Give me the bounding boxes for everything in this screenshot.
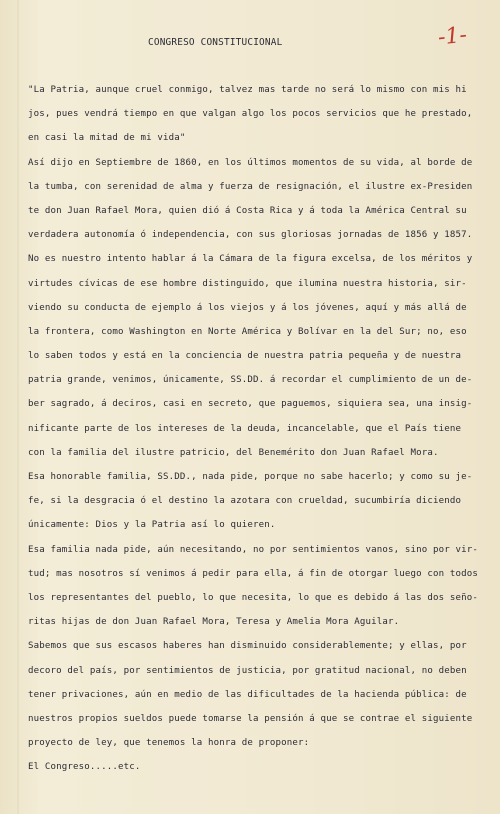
paragraph — [28, 755, 494, 779]
text-line: ber sagrado, á deciros, casi en secreto, que paguemos, siquiera sea, una insig- — [28, 399, 473, 410]
text-line: viendo su conducta de ejemplo á los viejos y á los jóvenes, aquí y más allá de — [28, 302, 467, 313]
page-number: -1- — [436, 22, 469, 51]
text-line: Sabemos que sus escasos haberes han disminuido considerablemente; y ellas, por — [28, 641, 467, 652]
text-line: ritas hijas de don Juan Rafael Mora, Teresa y Amelia Mora Aguilar. — [28, 617, 400, 628]
text-line: tud; mas nosotros sí venimos á pedir para ella, á fin de otorgar luego con todos — [28, 568, 478, 579]
text-line: jos, pues vendrá tiempo en que valgan algo los pocos servicios que he prestado, — [28, 109, 473, 120]
paragraph — [28, 78, 494, 151]
text-line: nificante parte de los intereses de la deuda, incancelable, que el País tiene — [28, 423, 462, 434]
text-line: con la familia del ilustre patricio, del Benemérito don Juan Rafael Mora. — [28, 447, 439, 458]
text-line: No es nuestro intento hablar á la Cámara de la figura excelsa, de los méritos y — [28, 254, 473, 265]
text-line: "La Patria, aunque cruel conmigo, talvez mas tarde no será lo mismo con mis hi — [28, 85, 467, 95]
text-line: patria grande, venimos, únicamente, SS.DD. á recordar el cumplimiento de un de- — [28, 375, 473, 386]
text-line: fe, si la desgracia ó el destino la azotara con crueldad, sucumbiría diciendo — [28, 496, 462, 507]
text-line: nuestros propios sueldos puede tomarse la pensión á que se contrae el siguiente — [28, 713, 473, 724]
text-line: lo saben todos y está en la conciencia de nuestra patria pequeña y de nuestra — [28, 351, 462, 362]
text-line: proyecto de ley, que tenemos la honra de proponer: — [28, 738, 310, 749]
text-line: El Congreso.....etc. — [28, 762, 141, 773]
paragraph — [28, 634, 494, 755]
text-line: tener privaciones, aún en medio de las dificultades de la hacienda pública: de — [28, 689, 467, 700]
document-body — [28, 78, 494, 779]
text-line: decoro del país, por sentimientos de justicia, por gratitud nacional, no deben — [28, 665, 467, 676]
text-line: Esa familia nada pide, aún necesitando, no por sentimientos vanos, sino por vir- — [28, 544, 478, 555]
paragraph — [28, 151, 494, 465]
text-line: únicamente: Dios y la Patria así lo quieren. — [28, 520, 276, 531]
text-line: te don Juan Rafael Mora, quien dió á Costa Rica y á toda la América Central su — [28, 205, 467, 216]
text-line: la tumba, con serenidad de alma y fuerza de resignación, el ilustre ex-Presiden — [28, 181, 473, 192]
text-line: en casi la mitad de mi vida" — [28, 133, 186, 144]
paragraph — [28, 465, 494, 538]
paragraph — [28, 538, 494, 635]
document-header: CONGRESO CONSTITUCIONAL — [148, 37, 283, 48]
text-line: verdadera autonomía ó independencia, con sus gloriosas jornadas de 1856 y 1857. — [28, 230, 473, 241]
text-line: la frontera, como Washington en Norte América y Bolívar en la del Sur; no, eso — [28, 326, 467, 337]
text-line: virtudes cívicas de ese hombre distinguido, que ilumina nuestra historia, sir- — [28, 278, 467, 289]
text-line: Así dijo en Septiembre de 1860, en los últimos momentos de su vida, al borde de — [28, 157, 473, 168]
text-line: los representantes del pueblo, lo que necesita, lo que es debido á las dos seño- — [28, 592, 478, 603]
text-line: Esa honorable familia, SS.DD., nada pide, porque no sabe hacerlo; y como su je- — [28, 472, 473, 482]
